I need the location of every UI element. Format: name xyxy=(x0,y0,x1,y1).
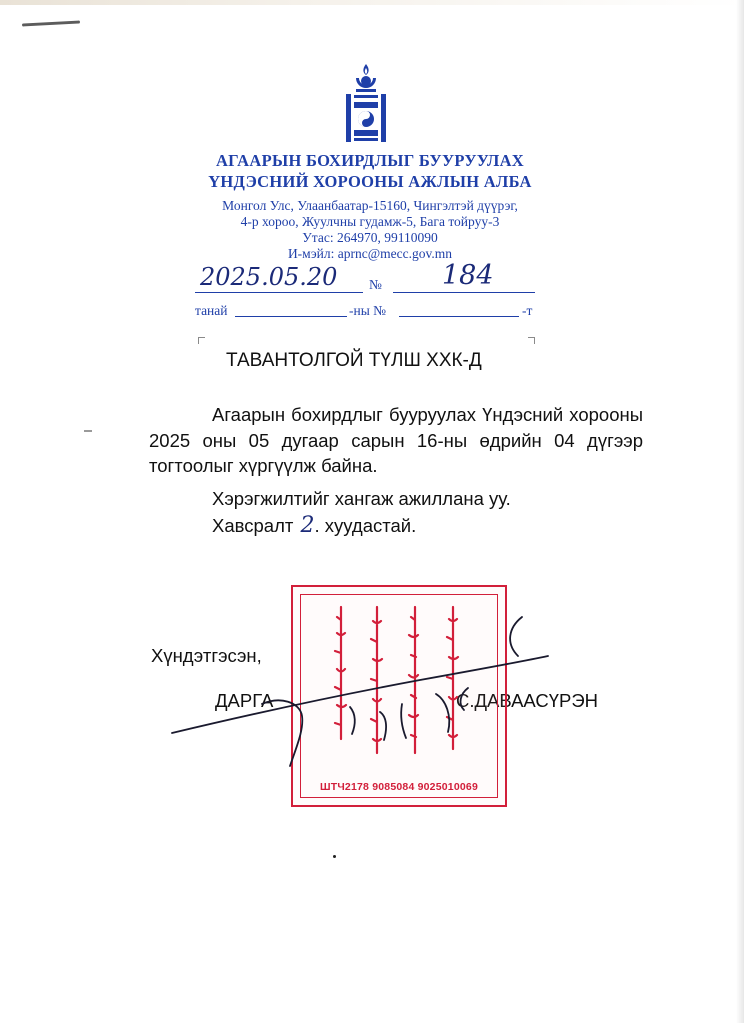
recipient: ТАВАНТОЛГОЙ ТҮЛШ ХХК-Д xyxy=(226,350,482,371)
t-label: -т xyxy=(522,303,533,318)
email-line: И-мэйл: aprnc@mecc.gov.mn xyxy=(287,246,453,261)
address-line2: 4-р хороо, Жуулчны гудамж-5, Бага тойруу-3 xyxy=(240,214,500,229)
handwritten-number: 184 xyxy=(442,260,494,291)
signatory-title: ДАРГА xyxy=(215,690,274,711)
body-line2: Хэрэгжилтийг хангаж ажиллана уу. xyxy=(212,488,511,509)
attachment-count: 2 xyxy=(300,513,315,538)
greeting: Хүндэтгэсэн, xyxy=(151,645,262,666)
body-paragraph: Агаарын бохирдлыг бууруулах Үндэсний хорооны 2025 оны 05 дугаар сарын 16-ны өдрийн 04 дүгээр тогтоолыг хүргүүлж байна. xyxy=(149,404,643,476)
page-mark-dash xyxy=(84,430,92,432)
ny-number-label: -ны № xyxy=(349,303,387,318)
number-label: № xyxy=(369,277,382,292)
org-name-line1: АГААРЫН БОХИРДЛЫГ БУУРУУЛАХ xyxy=(215,151,525,170)
to-label: танай xyxy=(195,303,228,318)
phone-line: Утас: 264970, 99110090 xyxy=(302,230,438,245)
handwritten-date: 2025.05.20 xyxy=(200,263,338,291)
org-name-line2: ҮНДЭСНИЙ ХОРООНЫ АЖЛЫН АЛБА xyxy=(208,172,532,191)
address-line1: Монгол Улс, Улаанбаатар-15160, Чингэлтэй дүүрэг, xyxy=(222,198,518,213)
attachment-prefix: Хавсралт xyxy=(212,515,294,536)
page-mark-dot xyxy=(333,855,336,858)
signatory-name: С.ДАВААСҮРЭН xyxy=(456,690,599,711)
attachment-suffix: . хуудастай. xyxy=(314,515,417,536)
stamp-code: ШТЧ2178 9085084 9025010069 xyxy=(319,781,478,793)
